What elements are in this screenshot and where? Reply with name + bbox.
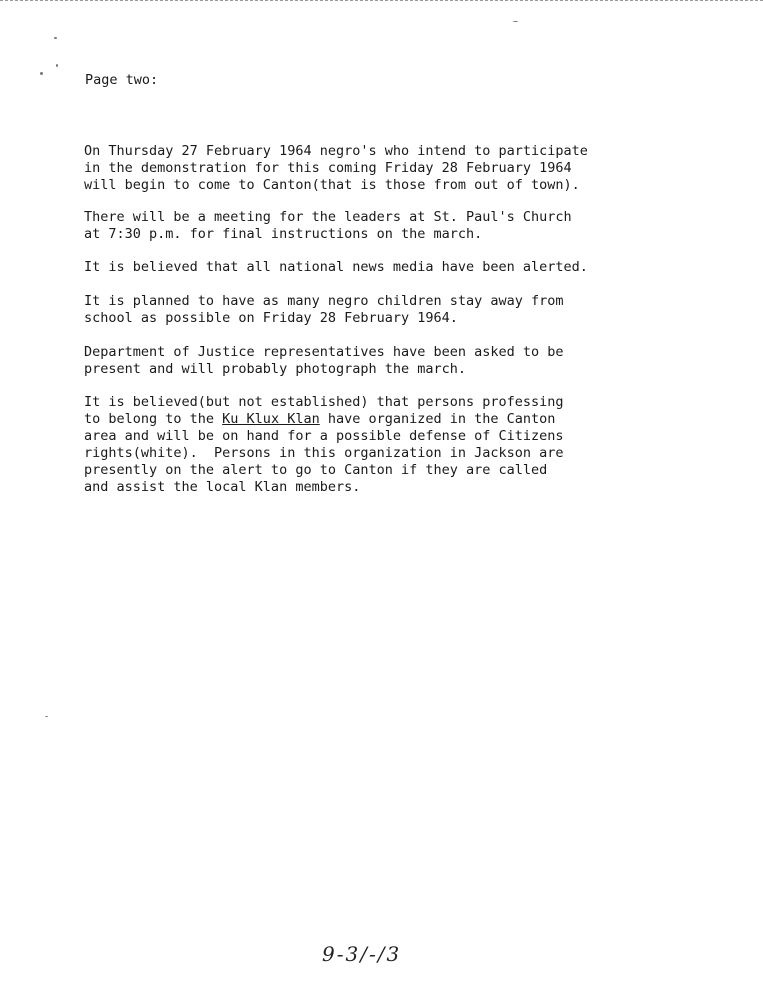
text-line: There will be a meeting for the leaders at St. Paul's Church [84,209,572,225]
scan-speck [56,64,58,67]
paragraph-leaders-meeting [84,209,572,243]
scan-speck [45,716,48,717]
handwritten-file-number: 9-3/-/3 [322,942,402,966]
text-line: in the demonstration for this coming Friday 28 February 1964 [84,160,572,176]
paragraph-justice-department [84,344,564,378]
text-line: presently on the alert to go to Canton if they are called [84,462,548,478]
page-label: Page two: [85,72,159,88]
text-line: will begin to come to Canton(that is those from out of town). [84,177,580,193]
text-line: It is believed that all national news media have been alerted. [84,259,588,275]
underlined-klan-name: Ku Klux Klan [222,411,320,427]
text-line: rights(white). Persons in this organization in Jackson are [84,445,564,461]
text-line: On Thursday 27 February 1964 negro's who intend to participate [84,143,588,159]
text-line: and assist the local Klan members. [84,479,361,495]
scan-speck [54,37,57,39]
text-line: It is planned to have as many negro children stay away from [84,293,564,309]
paragraph-news-media [84,259,588,276]
text-line: It is believed(but not established) that persons professing [84,394,564,410]
text-line: at 7:30 p.m. for final instructions on the march. [84,226,483,242]
scan-speck [513,21,518,22]
text-line: school as possible on Friday 28 February 1964. [84,310,458,326]
text-line [84,411,564,428]
scan-speck [40,72,43,75]
paragraph-klan-organization [84,394,564,496]
text-line: present and will probably photograph the march. [84,361,467,377]
text-line: area and will be on hand for a possible defense of Citizens [84,428,564,444]
page-top-edge [0,0,763,1]
paragraph-school-absence [84,293,564,327]
text-fragment: to belong to the [84,411,223,427]
text-line: Department of Justice representatives have been asked to be [84,344,564,360]
paragraph-demonstration-arrivals [84,143,588,194]
text-fragment: have organized in the Canton [319,411,556,427]
